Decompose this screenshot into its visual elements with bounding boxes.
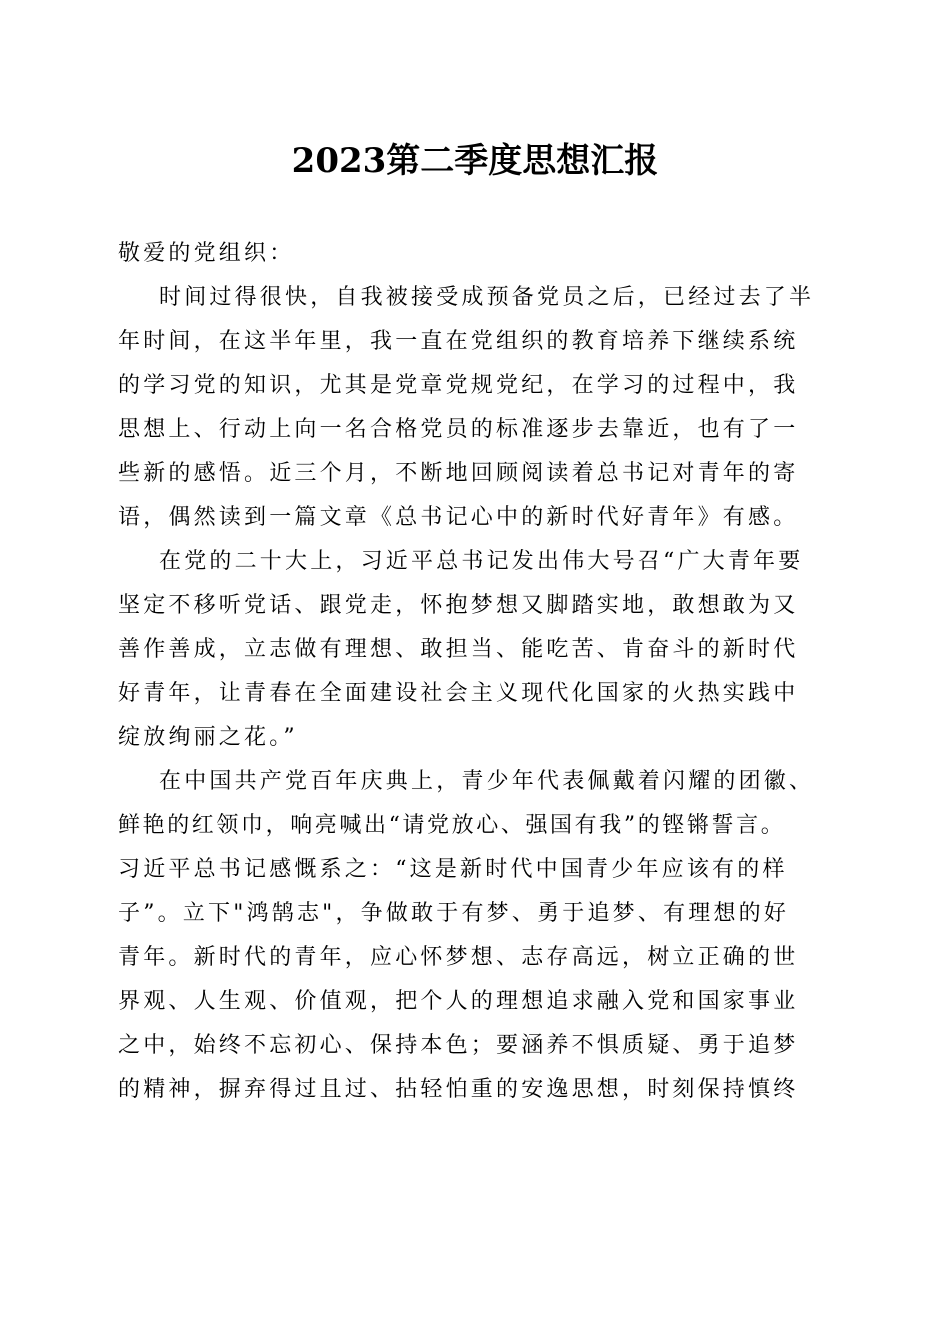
paragraph-line: 语，偶然读到一篇文章《总书记心中的新时代好青年》有感。 [118, 505, 799, 530]
salutation: 敬爱的党组织： [118, 241, 295, 266]
paragraph-line: 青年。新时代的青年，应心怀梦想、志存高远，树立正确的世 [118, 945, 799, 970]
paragraph-3 [118, 760, 838, 1112]
paragraph-1 [118, 276, 838, 540]
paragraph-line: 在中国共产党百年庆典上，青少年代表佩戴着闪耀的团徽、 [159, 769, 815, 794]
paragraph-line: 些新的感悟。近三个月，不断地回顾阅读着总书记对青年的寄 [118, 461, 799, 486]
paragraph-line: 好青年，让青春在全面建设社会主义现代化国家的火热实践中 [118, 681, 799, 706]
paragraph-line: 思想上、行动上向一名合格党员的标准逐步去靠近，也有了一 [118, 417, 799, 442]
paragraph-line: 绽放绚丽之花。” [118, 725, 298, 750]
paragraph-2 [118, 540, 838, 760]
document-title: 2023第二季度思想汇报 [291, 141, 659, 181]
paragraph-line: 鲜艳的红领巾，响亮喊出“请党放心、强国有我”的铿锵誓言。 [118, 813, 786, 838]
document-body [118, 232, 838, 1112]
paragraph-line: 善作善成，立志做有理想、敢担当、能吃苦、肯奋斗的新时代 [118, 637, 799, 662]
paragraph-line: 界观、人生观、价值观，把个人的理想追求融入党和国家事业 [118, 989, 799, 1014]
paragraph-line: 子”。立下"鸿鹄志"，争做敢于有梦、勇于追梦、有理想的好 [118, 901, 790, 926]
paragraph-line: 时间过得很快，自我被接受成预备党员之后，已经过去了半 [159, 285, 815, 310]
paragraph-line: 坚定不移听党话、跟党走，怀抱梦想又脚踏实地，敢想敢为又 [118, 593, 799, 618]
paragraph-line: 在党的二十大上，习近平总书记发出伟大号召“广大青年要 [159, 549, 804, 574]
paragraph-line: 之中，始终不忘初心、保持本色；要涵养不惧质疑、勇于追梦 [118, 1033, 799, 1058]
paragraph-line: 的精神，摒弃得过且过、拈轻怕重的安逸思想，时刻保持慎终 [118, 1077, 799, 1102]
paragraph-line: 的学习党的知识，尤其是党章党规党纪，在学习的过程中，我 [118, 373, 799, 398]
paragraph-line: 年时间，在这半年里，我一直在党组织的教育培养下继续系统 [118, 329, 799, 354]
paragraph-line: 习近平总书记感慨系之：“这是新时代中国青少年应该有的样 [118, 857, 788, 882]
